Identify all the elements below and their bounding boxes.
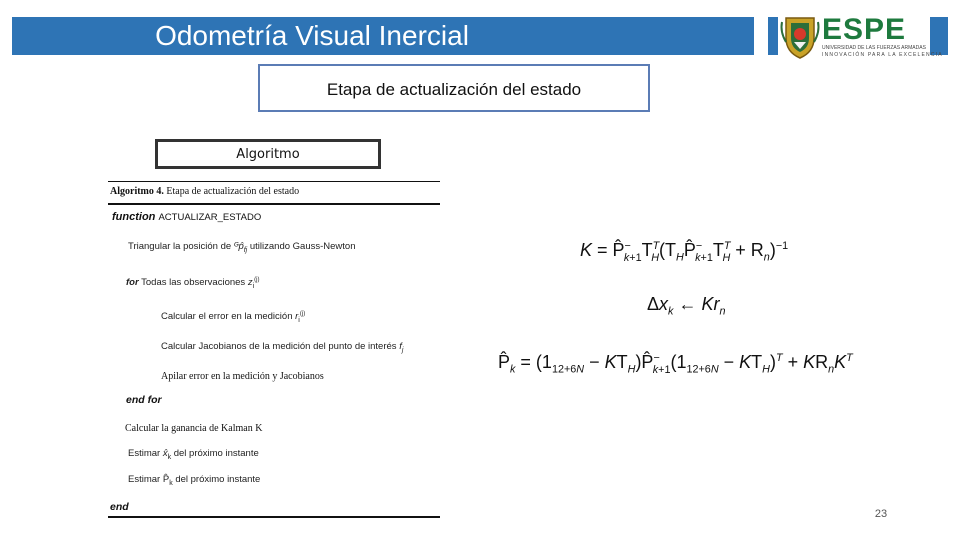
triangulate-method: utilizando Gauss-Newton xyxy=(247,241,356,252)
covariance-update-equation: $P̂_k = (1_{12+6N}$ − $KT_H)P̂^-_{k+1}(1_{12+6N} - KT_H)^T + KR_nK^T$ xyxy=(498,352,853,376)
end-for-keyword: end for xyxy=(126,394,162,406)
algorithm-top-rule xyxy=(108,181,440,182)
state-symbol: x̂ xyxy=(162,448,168,459)
function-name: ACTUALIZAR_ESTADO xyxy=(158,212,262,223)
page-number: 23 xyxy=(874,508,888,520)
kalman-gain-equation: $K = P̂^-_{k+1}T^T_H(T_HP̂^-_{k+1}T^T_H + R_n)^{-1}$ xyxy=(580,240,789,264)
kalman-line: Calcular la ganancia de Kalman K xyxy=(125,423,263,434)
slide-title: Odometría Visual Inercial xyxy=(155,20,469,51)
triangulate-text: Triangular la posición de xyxy=(128,241,234,252)
observation-superscript: (j) xyxy=(254,277,260,283)
espe-crest-icon xyxy=(778,12,822,62)
algorithm-caption xyxy=(110,186,299,197)
function-line xyxy=(112,211,261,223)
logo-tagline: INNOVACIÓN PARA LA EXCELENCIA xyxy=(822,52,943,58)
estimate-state-suffix: del próximo instante xyxy=(171,448,259,459)
estimate-cov-suffix: del próximo instante xyxy=(172,474,261,485)
estimate-cov-prefix: Estimar xyxy=(128,474,163,485)
calc-jacobian-text: Calcular Jacobianos de la medición del punto de interés xyxy=(161,341,400,352)
calc-error-text: Calcular el error en la medición xyxy=(161,311,296,323)
triangulate-subscript: fj xyxy=(243,246,248,254)
observation-symbol: z xyxy=(247,277,253,289)
algorithm-label: Algoritmo xyxy=(236,147,300,162)
function-keyword: function xyxy=(112,211,156,223)
feature-symbol: f xyxy=(399,341,402,352)
state-correction-equation: $\Delta x_k$ ← $Kr_n$ xyxy=(647,294,726,318)
title-banner xyxy=(12,17,754,55)
residual-symbol: r xyxy=(295,311,299,323)
state-subscript: k xyxy=(167,453,172,461)
calc-jacobian-line xyxy=(161,341,403,354)
observation-subscript: i xyxy=(252,283,255,291)
logo-wordmark: ESPE xyxy=(822,13,907,46)
espe-logo xyxy=(778,12,943,62)
algorithm-bottom-rule xyxy=(108,516,440,518)
estimate-state-line xyxy=(128,448,259,461)
residual-subscript: i xyxy=(298,317,300,325)
end-keyword: end xyxy=(110,501,129,513)
algorithm-caption-text: Etapa de actualización del estado xyxy=(166,186,300,197)
calc-error-line xyxy=(161,311,305,324)
for-line xyxy=(126,277,259,290)
triangulate-symbol: ᴳp̂ xyxy=(233,241,244,252)
feature-subscript: j xyxy=(401,346,404,354)
for-text: Todas las observaciones xyxy=(141,277,248,289)
stage-title: Etapa de actualización del estado xyxy=(326,80,582,99)
algorithm-caption-number: Algoritmo 4. xyxy=(110,186,164,197)
estimate-state-prefix: Estimar xyxy=(128,448,163,459)
logo-subtitle: UNIVERSIDAD DE LAS FUERZAS ARMADAS xyxy=(822,45,926,51)
residual-superscript: (j) xyxy=(299,311,306,317)
for-keyword: for xyxy=(126,277,139,289)
covariance-subscript: k xyxy=(169,479,173,487)
stack-line: Apilar error en la medición y Jacobianos xyxy=(161,371,324,382)
estimate-covariance-line xyxy=(128,474,260,487)
triangulate-line xyxy=(128,241,355,254)
algorithm-label-box xyxy=(155,139,381,169)
algorithm-header-rule xyxy=(108,203,440,205)
covariance-symbol: P̂ xyxy=(162,474,170,485)
stage-title-box xyxy=(258,64,650,112)
